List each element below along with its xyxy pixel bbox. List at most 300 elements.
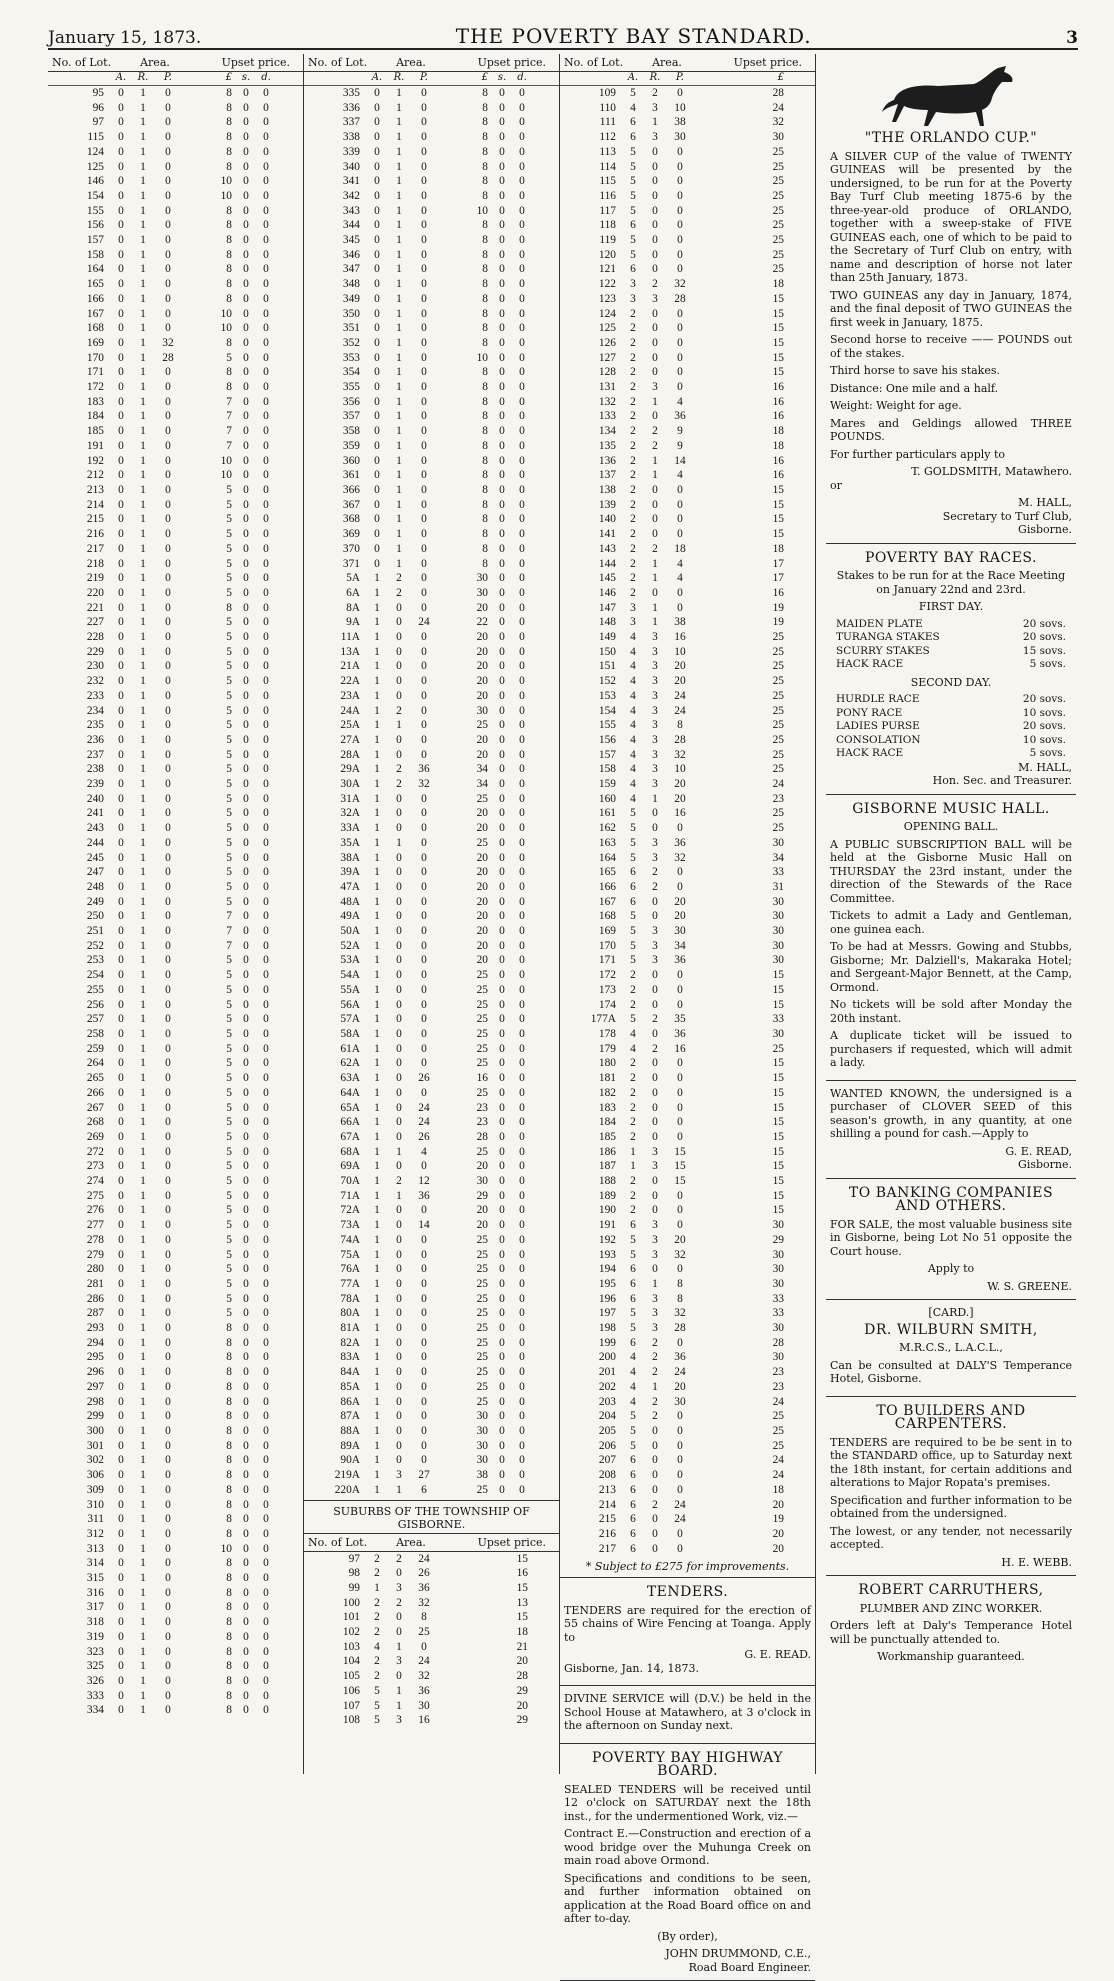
table-row [48, 689, 303, 704]
price-pounds: 8 [226, 116, 232, 129]
area-roods: 0 [396, 822, 402, 835]
price-pence: 0 [263, 822, 269, 835]
table-row [304, 1654, 559, 1669]
lot-number: 180 [598, 1057, 616, 1070]
price-pounds: 15 [772, 292, 784, 305]
area-perches: 0 [677, 513, 683, 526]
area-roods: 1 [396, 351, 402, 364]
area-acres: 0 [118, 822, 124, 835]
price-pence: 0 [519, 1483, 525, 1496]
lot-number: 196 [598, 1292, 616, 1305]
price-shillings: 0 [499, 1439, 505, 1452]
columns [48, 54, 1078, 1974]
lot-number: 158 [598, 763, 616, 776]
area-perches: 0 [677, 381, 683, 394]
area-roods: 1 [140, 895, 146, 908]
unit-r: R. [137, 72, 149, 83]
price-pounds: 8 [482, 454, 488, 467]
table-row [560, 468, 815, 483]
lot-number: 22A [340, 675, 360, 688]
lot-number: 319 [86, 1630, 104, 1643]
price-shillings: 0 [499, 675, 505, 688]
area-acres: 0 [118, 631, 124, 644]
area-roods: 0 [396, 807, 402, 820]
table-row [48, 1453, 303, 1468]
lot-number: 257 [86, 1013, 104, 1026]
table-row [304, 674, 559, 689]
table-row [560, 983, 815, 998]
lot-number: 293 [86, 1322, 104, 1335]
area-acres: 0 [118, 1469, 124, 1482]
lot-number: 125 [598, 322, 616, 335]
price-pounds: 25 [772, 719, 784, 732]
price-pence: 0 [519, 160, 525, 173]
table-row [560, 454, 815, 469]
price-shillings: 0 [243, 822, 249, 835]
price-pounds: 5 [226, 498, 232, 511]
price-shillings: 0 [499, 145, 505, 158]
area-acres: 2 [630, 469, 636, 482]
table-row [48, 762, 303, 777]
price-pounds: 29 [476, 1189, 488, 1202]
area-perches: 34 [674, 939, 686, 952]
area-perches: 0 [165, 1204, 171, 1217]
area-roods: 1 [140, 1660, 146, 1673]
price-pounds: 18 [772, 439, 784, 452]
area-perches: 20 [674, 660, 686, 673]
price-pounds: 8 [482, 145, 488, 158]
price-pounds: 23 [476, 1101, 488, 1114]
area-acres: 4 [630, 792, 636, 805]
table-row [48, 498, 303, 513]
area-roods: 1 [652, 572, 658, 585]
area-acres: 0 [118, 1498, 124, 1511]
area-acres: 0 [118, 395, 124, 408]
table-row [48, 615, 303, 630]
area-acres: 0 [118, 1527, 124, 1540]
price-pounds: 5 [226, 528, 232, 541]
lot-number: 171 [86, 366, 104, 379]
area-perches: 0 [165, 101, 171, 114]
table-row [48, 1703, 303, 1718]
area-roods: 0 [396, 1292, 402, 1305]
race-item [830, 747, 1072, 761]
area-acres: 0 [374, 292, 380, 305]
price-pounds: 5 [226, 895, 232, 908]
area-acres: 0 [118, 1307, 124, 1320]
race-item [830, 618, 1072, 632]
area-perches: 10 [674, 101, 686, 114]
price-pounds: 25 [772, 219, 784, 232]
race-stake: 20 sovs. [1022, 617, 1066, 630]
area-acres: 0 [374, 307, 380, 320]
race-item [830, 631, 1072, 645]
race-stake: 10 sovs. [1022, 733, 1066, 746]
table-row [48, 115, 303, 130]
price-pounds: 34 [476, 778, 488, 791]
area-roods: 0 [396, 1086, 402, 1099]
price-shillings: 0 [499, 351, 505, 364]
price-shillings: 0 [499, 175, 505, 188]
area-perches: 0 [165, 1498, 171, 1511]
lot-number: 114 [599, 160, 616, 173]
table-row [560, 586, 815, 601]
table-row [48, 1321, 303, 1336]
price-pence: 0 [519, 322, 525, 335]
area-acres: 0 [374, 528, 380, 541]
area-perches: 0 [421, 439, 427, 452]
area-acres: 0 [118, 778, 124, 791]
area-acres: 0 [118, 1660, 124, 1673]
lot-number: 156 [598, 733, 616, 746]
price-pence: 0 [263, 1219, 269, 1232]
area-perches: 32 [418, 1670, 430, 1683]
table-row [560, 542, 815, 557]
table-row [48, 865, 303, 880]
price-pence: 0 [263, 381, 269, 394]
table-row [48, 174, 303, 189]
area-roods: 1 [140, 425, 146, 438]
lot-number: 127 [598, 351, 616, 364]
price-pence: 0 [519, 557, 525, 570]
area-roods: 3 [652, 954, 658, 967]
price-pounds: 15 [772, 1175, 784, 1188]
price-pence: 0 [519, 925, 525, 938]
lot-number: 78A [340, 1292, 360, 1305]
table-row [560, 674, 815, 689]
area-acres: 2 [374, 1596, 380, 1609]
area-acres: 2 [630, 1204, 636, 1217]
price-shillings: 0 [499, 1322, 505, 1335]
price-shillings: 0 [243, 1233, 249, 1246]
lot-number: 247 [86, 866, 104, 879]
table-row [304, 880, 559, 895]
lot-number: 156 [86, 219, 104, 232]
race-item [830, 693, 1072, 707]
price-shillings: 0 [499, 131, 505, 144]
area-roods: 1 [652, 116, 658, 129]
price-shillings: 0 [499, 528, 505, 541]
area-roods: 1 [396, 234, 402, 247]
price-shillings: 0 [499, 1072, 505, 1085]
area-acres: 0 [118, 645, 124, 658]
price-pounds: 30 [772, 1219, 784, 1232]
area-acres: 0 [374, 483, 380, 496]
area-acres: 0 [118, 116, 124, 129]
area-acres: 0 [118, 513, 124, 526]
area-acres: 1 [374, 910, 380, 923]
area-roods: 2 [652, 1395, 658, 1408]
area-roods: 1 [140, 763, 146, 776]
area-acres: 1 [374, 748, 380, 761]
area-roods: 1 [140, 366, 146, 379]
price-shillings: 0 [243, 528, 249, 541]
area-roods: 2 [652, 1351, 658, 1364]
table-row [304, 380, 559, 395]
price-shillings: 0 [243, 234, 249, 247]
table-row [48, 380, 303, 395]
area-perches: 0 [677, 219, 683, 232]
area-perches: 0 [165, 1469, 171, 1482]
area-acres: 1 [374, 880, 380, 893]
price-pounds: 5 [226, 1116, 232, 1129]
area-acres: 4 [630, 733, 636, 746]
area-perches: 0 [421, 704, 427, 717]
area-perches: 0 [165, 425, 171, 438]
price-pence: 0 [263, 1424, 269, 1437]
price-pounds: 7 [226, 939, 232, 952]
area-perches: 0 [165, 145, 171, 158]
lot-number: 264 [86, 1057, 104, 1070]
area-roods: 1 [396, 528, 402, 541]
table-row [48, 557, 303, 572]
area-roods: 1 [140, 1557, 146, 1570]
table-row [48, 307, 303, 322]
area-perches: 0 [421, 1307, 427, 1320]
table-row [48, 1527, 303, 1542]
price-shillings: 0 [243, 204, 249, 217]
lot-number: 28A [340, 748, 360, 761]
table-row [48, 512, 303, 527]
orlando-cup-ad [826, 54, 1076, 544]
price-pounds: 8 [226, 1366, 232, 1379]
lot-number: 170 [86, 351, 104, 364]
area-perches: 20 [674, 1380, 686, 1393]
price-pounds: 20 [476, 851, 488, 864]
area-roods: 0 [652, 1116, 658, 1129]
area-acres: 5 [630, 145, 636, 158]
price-pence: 0 [263, 719, 269, 732]
area-perches: 0 [165, 87, 171, 99]
area-roods: 1 [396, 1483, 402, 1496]
table-row [304, 1159, 559, 1174]
area-roods: 1 [140, 1145, 146, 1158]
lot-number: 177A [590, 1013, 616, 1026]
price-pounds: 7 [226, 925, 232, 938]
area-perches: 0 [421, 660, 427, 673]
price-pounds: 5 [226, 1263, 232, 1276]
price-pence: 0 [519, 792, 525, 805]
area-acres: 0 [374, 263, 380, 276]
area-roods: 1 [652, 1380, 658, 1393]
table-row [48, 1498, 303, 1513]
orlando-sig1: T. GOLDSMITH, Matawhero. [911, 465, 1072, 478]
price-shillings: 0 [243, 439, 249, 452]
area-acres: 0 [374, 204, 380, 217]
lot-number: 249 [86, 895, 104, 908]
table-row [304, 1130, 559, 1145]
price-pounds: 5 [226, 1042, 232, 1055]
lot-number: 353 [342, 351, 360, 364]
price-pounds: 30 [476, 1410, 488, 1423]
price-pounds: 10 [476, 204, 488, 217]
lot-number: 167 [86, 307, 104, 320]
area-roods: 1 [140, 866, 146, 879]
lot-number: 219 [86, 572, 104, 585]
price-pounds: 25 [476, 1263, 488, 1276]
price-pounds: 8 [226, 1336, 232, 1349]
area-perches: 20 [674, 675, 686, 688]
area-perches: 0 [165, 1630, 171, 1643]
area-roods: 0 [396, 1395, 402, 1408]
lot-number: 275 [86, 1189, 104, 1202]
area-roods: 1 [396, 381, 402, 394]
lot-number: 241 [86, 807, 104, 820]
area-acres: 0 [118, 1630, 124, 1643]
area-roods: 3 [652, 778, 658, 791]
price-pounds: 5 [226, 542, 232, 555]
lot-number: 52A [340, 939, 360, 952]
price-pence: 0 [519, 704, 525, 717]
lot-number: 183 [598, 1101, 616, 1114]
area-roods: 1 [140, 1527, 146, 1540]
lot-number: 269 [86, 1130, 104, 1143]
area-perches: 0 [421, 1366, 427, 1379]
price-pounds: 5 [226, 954, 232, 967]
table-row [304, 527, 559, 542]
area-acres: 0 [118, 263, 124, 276]
area-acres: 3 [630, 292, 636, 305]
lot-number: 115 [87, 131, 104, 144]
area-acres: 0 [118, 322, 124, 335]
price-shillings: 0 [499, 278, 505, 291]
builders-heading: TO BUILDERS AND CARPENTERS. [876, 1402, 1026, 1432]
price-pence: 0 [519, 189, 525, 202]
lot-number: 72A [340, 1204, 360, 1217]
area-roods: 1 [396, 1699, 402, 1712]
price-pence: 0 [519, 1395, 525, 1408]
area-perches: 0 [421, 395, 427, 408]
newspaper-title: THE POVERTY BAY STANDARD. [455, 24, 812, 48]
price-shillings: 0 [243, 1057, 249, 1070]
price-pence: 0 [263, 895, 269, 908]
lot-number: 274 [86, 1175, 104, 1188]
area-roods: 1 [140, 204, 146, 217]
lot-number: 152 [598, 675, 616, 688]
area-roods: 0 [396, 851, 402, 864]
carruthers-heading: ROBERT CARRUTHERS, [858, 1582, 1044, 1598]
table-row [560, 659, 815, 674]
highway-p3: Specifications and conditions to be seen, and further information obtained on application at the Road Board office on and after to-day. [564, 1871, 811, 1926]
area-perches: 0 [421, 454, 427, 467]
table-row [48, 1424, 303, 1439]
table-row [48, 468, 303, 483]
card-heading: DR. WILBURN SMITH, [864, 1321, 1038, 1338]
lot-number: 203 [598, 1395, 616, 1408]
table-row [48, 1056, 303, 1071]
table-row [304, 1115, 559, 1130]
area-perches: 0 [165, 586, 171, 599]
area-roods: 1 [140, 1042, 146, 1055]
price-pounds: 20 [476, 939, 488, 952]
price-pounds: 13 [516, 1596, 528, 1609]
area-acres: 1 [374, 939, 380, 952]
area-acres: 0 [118, 836, 124, 849]
price-pence: 0 [263, 1527, 269, 1540]
area-roods: 2 [652, 1366, 658, 1379]
price-pence: 0 [263, 616, 269, 629]
table-row [304, 395, 559, 410]
area-roods: 1 [652, 454, 658, 467]
price-pounds: 15 [772, 498, 784, 511]
lot-number: 98 [348, 1567, 360, 1580]
price-pounds: 15 [772, 1160, 784, 1173]
price-pence: 0 [519, 1351, 525, 1364]
price-pounds: 34 [476, 763, 488, 776]
area-acres: 0 [118, 278, 124, 291]
area-roods: 1 [140, 1204, 146, 1217]
lot-number: 254 [86, 969, 104, 982]
lot-number: 297 [86, 1380, 104, 1393]
price-pence: 0 [519, 336, 525, 349]
table-row [304, 645, 559, 660]
area-acres: 4 [630, 645, 636, 658]
area-roods: 0 [652, 910, 658, 923]
orlando-sig2: M. HALL, [1018, 496, 1072, 509]
price-shillings: 0 [499, 1469, 505, 1482]
price-shillings: 0 [499, 1380, 505, 1393]
area-roods: 1 [140, 1307, 146, 1320]
area-perches: 36 [674, 836, 686, 849]
area-acres: 1 [374, 1307, 380, 1320]
area-acres: 0 [118, 1013, 124, 1026]
area-acres: 5 [630, 1410, 636, 1423]
area-perches: 36 [674, 410, 686, 423]
price-shillings: 0 [243, 866, 249, 879]
area-roods: 0 [652, 1175, 658, 1188]
table-row [48, 233, 303, 248]
area-perches: 0 [165, 1395, 171, 1408]
lot-number: 183 [86, 395, 104, 408]
area-perches: 0 [165, 1145, 171, 1158]
price-shillings: 0 [499, 1013, 505, 1026]
area-perches: 0 [165, 1057, 171, 1070]
price-pounds: 20 [476, 910, 488, 923]
price-pence: 0 [263, 910, 269, 923]
table-row [48, 1556, 303, 1571]
area-acres: 0 [118, 1086, 124, 1099]
area-acres: 0 [118, 675, 124, 688]
area-acres: 0 [118, 87, 124, 99]
table-row [304, 1380, 559, 1395]
area-acres: 0 [118, 586, 124, 599]
lot-number: 294 [86, 1336, 104, 1349]
area-acres: 0 [118, 1351, 124, 1364]
table-row [304, 571, 559, 586]
table-row [48, 292, 303, 307]
area-perches: 0 [421, 1160, 427, 1173]
area-perches: 0 [421, 101, 427, 114]
wanted-place: Gisborne. [1018, 1158, 1072, 1171]
area-perches: 0 [165, 733, 171, 746]
price-pence: 0 [263, 87, 269, 99]
table-row [560, 115, 815, 130]
race-name: CONSOLATION [836, 733, 921, 746]
carruthers-sub: PLUMBER AND ZINC WORKER. [859, 1601, 1043, 1615]
music-p5: A duplicate ticket will be issued to purchasers if requested, which will admit a lady. [830, 1029, 1072, 1069]
price-shillings: 0 [243, 101, 249, 114]
price-pounds: 8 [226, 1351, 232, 1364]
table-row [304, 1233, 559, 1248]
area-roods: 1 [140, 1542, 146, 1555]
area-roods: 1 [652, 1277, 658, 1290]
price-pence: 0 [263, 939, 269, 952]
lot-number: 89A [340, 1439, 360, 1452]
area-roods: 1 [140, 395, 146, 408]
area-roods: 1 [396, 248, 402, 261]
price-pence: 0 [263, 410, 269, 423]
lot-number: 80A [340, 1307, 360, 1320]
